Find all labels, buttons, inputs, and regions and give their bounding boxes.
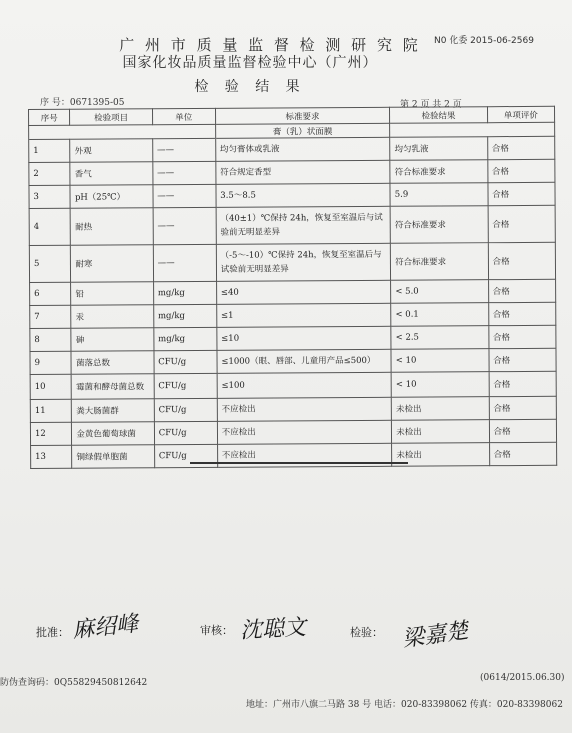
test-item: 铜绿假单胞菌 [72, 445, 154, 469]
test-result: 符合标准要求 [391, 243, 489, 281]
end-of-table-line [190, 462, 408, 464]
test-result: 5.9 [390, 183, 488, 207]
evaluation: 合格 [488, 302, 555, 325]
unit: CFU/g [154, 373, 217, 398]
test-result: < 0.1 [391, 303, 489, 327]
table-row [30, 302, 556, 328]
table-row [30, 279, 556, 305]
evaluation: 合格 [487, 159, 554, 182]
serial-label: 序 号： [40, 98, 70, 108]
unit: CFU/g [154, 444, 217, 467]
table-row [29, 136, 555, 162]
test-result: < 5.0 [391, 280, 489, 304]
serial-value: 0671395-05 [69, 98, 125, 108]
test-result: 符合标准要求 [390, 160, 488, 184]
test-result: 未检出 [392, 420, 490, 444]
column-header: 序号 [29, 109, 70, 125]
standard-requirement: 不应检出 [217, 397, 392, 421]
unit: CFU/g [154, 421, 217, 444]
group-label: 膏（乳）状面膜 [215, 123, 390, 138]
standard-requirement: ≤1000（眼、唇部、儿童用产品≤500） [217, 349, 392, 373]
row-number: 3 [29, 185, 71, 208]
unit: mg/kg [153, 304, 216, 327]
review-label: 审核： [200, 624, 233, 637]
table-row [29, 205, 555, 245]
inspect-signature: 梁嘉楚 [400, 618, 470, 653]
evaluation: 合格 [488, 279, 555, 302]
table-row [30, 396, 556, 422]
document-number: N0 化委 2015-06-2569 [434, 36, 534, 46]
unit: —— [153, 244, 216, 281]
row-number: 6 [30, 282, 72, 305]
standard-requirement: （-5～-10）℃保持 24h，恢复至室温后与试验前无明显差异 [216, 243, 391, 281]
table-row [30, 371, 556, 399]
approve-signature: 麻绍峰 [71, 611, 140, 644]
evaluation: 合格 [489, 396, 556, 419]
evaluation: 合格 [488, 325, 555, 348]
standard-requirement: （40±1）℃保持 24h，恢复至室温后与试验前无明显差异 [216, 206, 391, 244]
anti-fake-code: 防伪查询码：0Q55829450812642 [0, 678, 148, 688]
column-header: 标准要求 [215, 107, 390, 124]
row-number: 13 [31, 445, 73, 468]
unit: CFU/g [154, 398, 217, 421]
report-title: 检 验 结 果 [194, 79, 306, 95]
test-item: pH（25℃） [70, 185, 152, 209]
evaluation: 合格 [489, 442, 556, 465]
evaluation: 合格 [488, 242, 556, 279]
test-result: 未检出 [392, 443, 490, 467]
row-number: 7 [30, 305, 72, 328]
unit: —— [152, 138, 215, 161]
report-reference: (0614/2015.06.30) [480, 673, 565, 683]
standard-requirement: ≤100 [217, 372, 392, 398]
evaluation: 合格 [489, 348, 556, 371]
inspect-label: 检验： [350, 626, 383, 639]
unit: —— [153, 161, 216, 184]
column-header: 单项评价 [487, 106, 554, 122]
evaluation: 合格 [488, 182, 555, 205]
institute-name: 广 州 市 质 量 监 督 检 测 研 究 院 [119, 36, 421, 54]
row-number: 9 [30, 351, 72, 374]
standard-requirement: ≤40 [216, 280, 391, 304]
column-header: 检验结果 [390, 107, 488, 124]
test-item: 粪大肠菌群 [72, 399, 154, 423]
table-row [29, 159, 555, 185]
table-row [29, 182, 555, 208]
test-item: 菌落总数 [71, 351, 153, 375]
test-item: 霉菌和酵母菌总数 [72, 374, 154, 400]
standard-requirement: 均匀膏体或乳液 [215, 137, 390, 161]
row-number: 2 [29, 162, 71, 185]
evaluation: 合格 [489, 419, 556, 442]
serial-number [40, 95, 124, 108]
test-result: < 2.5 [391, 326, 489, 350]
standard-requirement: ≤10 [217, 326, 392, 350]
column-header: 检验项目 [70, 109, 152, 126]
test-item: 砷 [71, 328, 153, 352]
row-number: 12 [30, 422, 72, 445]
standard-requirement: 3.5～8.5 [216, 183, 391, 207]
results-table [28, 106, 557, 469]
center-name: 国家化妆品质量监督检验中心（广州） [122, 55, 378, 71]
review-signature: 沈聪文 [239, 615, 307, 644]
contact-address: 地址：广州市八旗二马路 38 号 电话：020-83398062 传真：020-83398062 [246, 700, 563, 710]
test-result: < 10 [391, 372, 489, 398]
row-number: 1 [29, 139, 71, 162]
test-item: 香气 [70, 162, 152, 186]
test-item: 外观 [70, 139, 152, 163]
standard-requirement: 符合规定香型 [216, 160, 391, 184]
test-result: 符合标准要求 [390, 206, 488, 244]
unit: mg/kg [154, 327, 217, 350]
approve-label: 批准： [36, 626, 69, 639]
test-item: 耐寒 [71, 245, 154, 283]
test-result: < 10 [391, 349, 489, 373]
column-header: 单位 [152, 108, 215, 124]
test-item: 耐热 [70, 208, 153, 246]
row-number: 4 [29, 208, 71, 245]
table-row [30, 325, 556, 351]
test-result: 均匀乳液 [390, 137, 488, 161]
evaluation: 合格 [488, 205, 556, 242]
unit: mg/kg [153, 281, 216, 304]
row-number: 5 [29, 245, 71, 282]
test-item: 铅 [71, 282, 153, 306]
table-row [29, 242, 555, 282]
test-item: 金黄色葡萄球菌 [72, 422, 154, 446]
row-number: 11 [30, 399, 72, 422]
row-number: 10 [30, 374, 72, 399]
evaluation: 合格 [489, 371, 557, 396]
unit: CFU/g [154, 350, 217, 373]
unit: —— [153, 207, 216, 244]
row-number: 8 [30, 328, 72, 351]
test-result: 未检出 [391, 397, 489, 421]
test-item: 汞 [71, 305, 153, 329]
page-info: 第 2 页 共 2 页 [400, 100, 462, 110]
table-row [30, 419, 556, 445]
table-row [31, 442, 557, 468]
unit: —— [153, 184, 216, 207]
standard-requirement: 不应检出 [217, 420, 392, 444]
evaluation: 合格 [487, 136, 554, 159]
table-row [30, 348, 556, 374]
standard-requirement: 不应检出 [217, 443, 392, 467]
standard-requirement: ≤1 [216, 303, 391, 327]
